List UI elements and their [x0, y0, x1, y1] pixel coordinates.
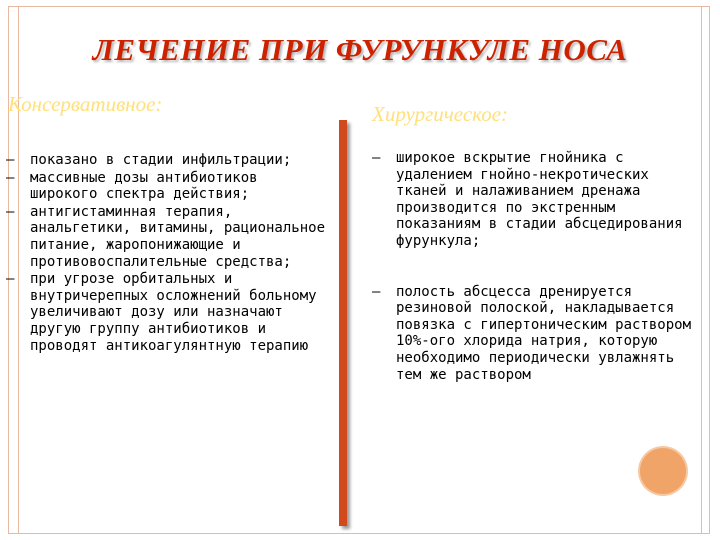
surgical-list [372, 150, 702, 417]
dash-bullet: — [372, 283, 381, 300]
list-item [372, 284, 702, 384]
list-item-text: широкое вскрытие гнойника с удалением гнойно-некротических тканей и налаживанием дренажа производится по экстренным показаниям в стадии абсцедирования фурункула; [396, 150, 683, 249]
list-item-text: массивные дозы антибиотиков широкого спектра действия; [30, 169, 258, 203]
list-item-text: антигистаминная терапия, анальгетики, витамины, рациональное питание, жаропонижающие и противовоспалительные средства; [30, 203, 326, 270]
heading-surgical: Хирургическое: [372, 102, 509, 126]
dash-bullet: — [6, 169, 15, 186]
list-item [372, 150, 702, 250]
list-item-text: полость абсцесса дренируется резиновой полоской, накладывается повязка с гипертоническим раствором 10%-ого хлорида натрия, которую необходимо периодически увлажнять тем же раствором [396, 283, 692, 383]
conservative-list [6, 152, 326, 355]
list-item-text: показано в стадии инфильтрации; [30, 152, 292, 168]
dash-bullet: — [372, 150, 381, 166]
dash-bullet: — [6, 152, 15, 168]
list-item [6, 204, 326, 270]
list-item [6, 152, 326, 169]
list-item [6, 170, 326, 203]
slide-title: ЛЕЧЕНИЕ ПРИ ФУРУНКУЛЕ НОСА [92, 32, 628, 67]
list-item [6, 271, 326, 354]
decorative-circle [640, 448, 686, 494]
dash-bullet: — [6, 271, 15, 288]
column-divider [339, 120, 347, 526]
heading-conservative: Консервативное: [8, 92, 163, 116]
dash-bullet: — [6, 203, 15, 220]
list-item-text: при угрозе орбитальных и внутричерепных осложнений больному увеличивают дозу или назначают другую группу антибиотиков и проводят антикоагулянтную терапию [30, 271, 317, 354]
